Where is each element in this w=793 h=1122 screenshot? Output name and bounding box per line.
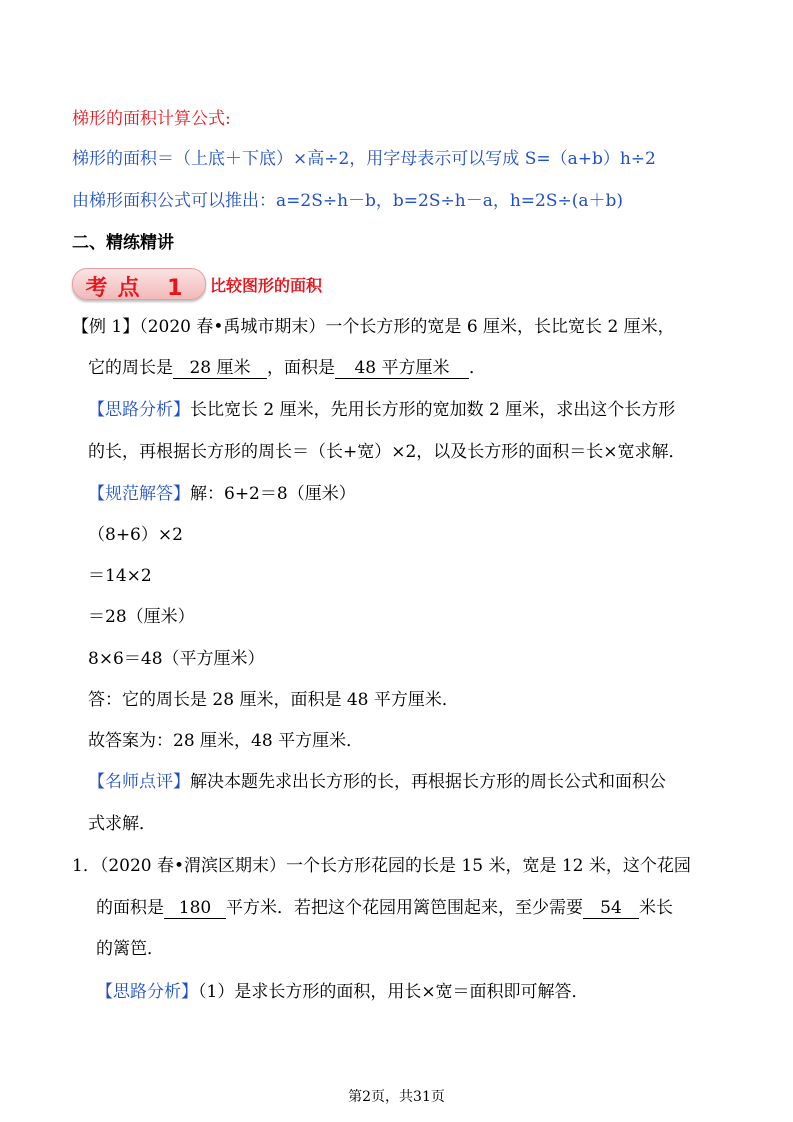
example1-analysis-line1 [88, 399, 675, 421]
question1-line1: 1．（2020 春•渭滨区期末）一个长方形花园的长是 15 米，宽是 12 米，这个花园 [72, 856, 691, 876]
q1-answer-fence: 54 [583, 898, 639, 919]
comment-tag: 【名师点评】 [88, 772, 190, 792]
example1-answer-area: 48 平方厘米 [335, 358, 469, 379]
q1-line2-prefix: 的面积是 [96, 898, 164, 918]
example1-comment-line2: 式求解． [88, 814, 156, 834]
example1-line2-prefix: 它的周长是 [88, 358, 173, 378]
example1-final: 故答案为：28 厘米，48 平方厘米． [88, 731, 364, 751]
q1-analysis-tag: 【思路分析】 [96, 982, 198, 1002]
solution-step3: ＝28（厘米） [88, 607, 195, 627]
example1-line2-suffix: ． [469, 358, 486, 378]
example1-question-line2 [88, 357, 486, 379]
solution-text: 解：6+2＝8（厘米） [190, 484, 356, 504]
question1-line3: 的篱笆． [96, 939, 164, 959]
question1-analysis [96, 981, 589, 1003]
analysis-text: 长比宽长 2 厘米，先用长方形的宽加数 2 厘米，求出这个长方形 [190, 400, 676, 420]
derived-formula: 由梯形面积公式可以推出：a=2S÷h－b，b=2S÷h－a，h=2S÷(a＋b) [72, 191, 624, 211]
page-footer: 第2页，共31页 [348, 1089, 445, 1105]
example1-question-line1: 【例 1】（2020 春•禹城市期末）一个长方形的宽是 6 厘米，长比宽长 2 厘米， [72, 317, 675, 337]
solution-step2: ＝14×2 [88, 566, 152, 586]
formula-heading: 梯形的面积计算公式: [72, 109, 231, 129]
trapezoid-area-formula: 梯形的面积＝（上底＋下底）×高÷2，用字母表示可以写成 S=（a+b）h÷2 [72, 149, 656, 169]
example1-line2-mid: ，面积是 [267, 358, 335, 378]
kaodian-badge-label: 考点 1 [85, 276, 193, 301]
example1-answer: 答：它的周长是 28 厘米，面积是 48 平方厘米． [88, 690, 459, 710]
q1-analysis-text: （1）是求长方形的面积，用长×宽＝面积即可解答． [198, 982, 589, 1002]
solution-tag: 【规范解答】 [88, 484, 190, 504]
kaodian-title: 比较图形的面积 [210, 276, 323, 295]
section-title: 二、精练精讲 [72, 233, 174, 253]
analysis-tag: 【思路分析】 [88, 400, 190, 420]
q1-line2-suffix: 米长 [639, 898, 673, 918]
comment-text: 解决本题先求出长方形的长，再根据长方形的周长公式和面积公 [190, 772, 666, 792]
kaodian-badge [72, 268, 206, 300]
example1-comment-line1 [88, 771, 666, 793]
solution-step1: （8+6）×2 [88, 525, 183, 545]
q1-line2-mid: 平方米．若把这个花园用篱笆围起来，至少需要 [226, 898, 583, 918]
solution-step4: 8×6＝48（平方厘米） [88, 649, 265, 669]
example1-solution-line1 [88, 483, 356, 505]
example1-answer-perimeter: 28 厘米 [173, 358, 267, 379]
q1-answer-area: 180 [164, 898, 226, 919]
example1-analysis-line2: 的长，再根据长方形的周长＝（长+宽）×2，以及长方形的面积＝长×宽求解． [88, 442, 686, 462]
question1-line2 [96, 897, 673, 919]
